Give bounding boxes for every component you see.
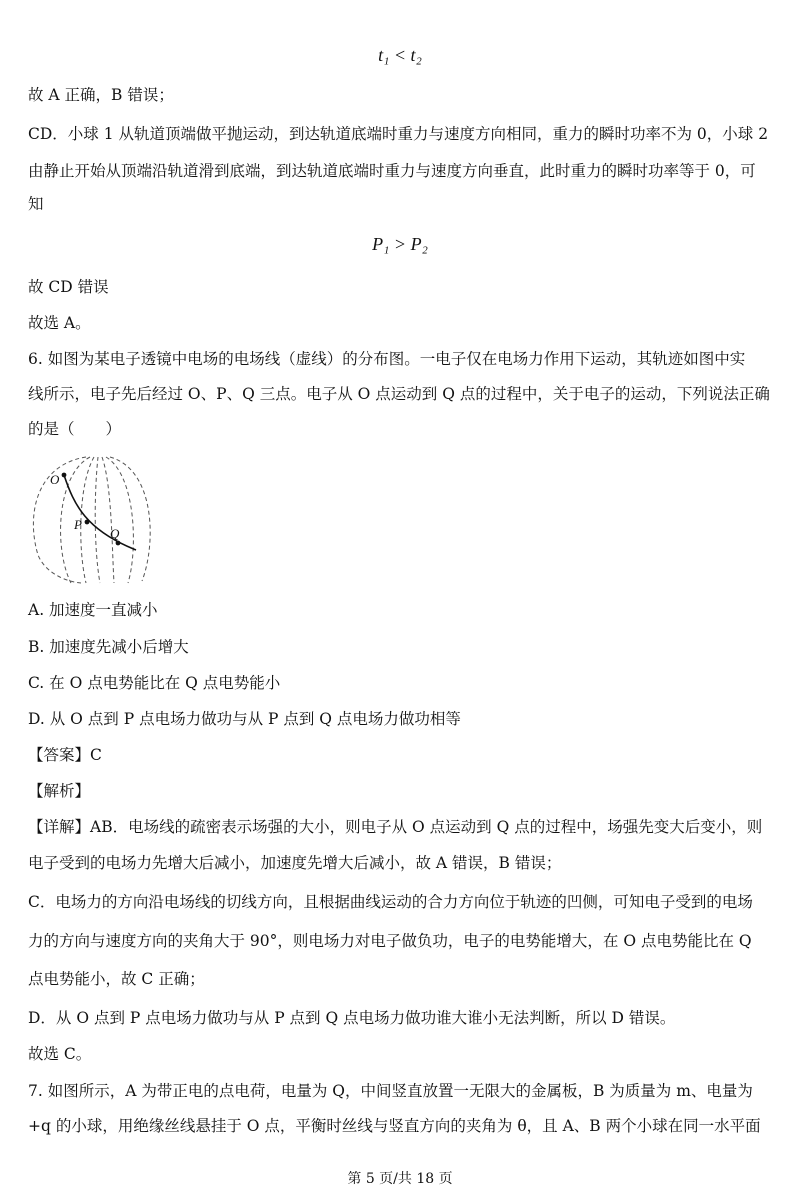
page-footer: 第 5 页/共 18 页 — [347, 1171, 453, 1187]
option-a: A. 加速度一直减小 — [28, 601, 158, 619]
text-line: 知 — [28, 195, 44, 213]
question-7-stem: 7. 如图所示，A 为带正电的点电荷，电量为 Q，中间竖直放置一无限大的金属板，B 为质量为 m、电量为 — [28, 1082, 753, 1100]
detail-text: 电子受到的电场力先增大后减小，加速度先增大后减小，故 A 错误，B 错误； — [28, 854, 562, 872]
detail-text: 【详解】AB．电场线的疏密表示场强的大小，则电子从 O 点运动到 Q 点的过程中，场强先变大后变小，则 — [28, 818, 763, 836]
point-p-label: P — [74, 517, 82, 532]
option-b: B. 加速度先减小后增大 — [28, 638, 189, 656]
electric-field-diagram — [26, 455, 156, 585]
answer-label: 【答案】C — [28, 746, 102, 764]
text-line: 故 A 正确，B 错误； — [28, 86, 174, 104]
point-o-label: O — [50, 472, 60, 487]
analysis-label: 【解析】 — [28, 782, 91, 800]
text-line: 故 CD 错误 — [28, 278, 109, 296]
detail-text: 力的方向与速度方向的夹角大于 90°，则电场力对电子做负功，电子的电势能增大，在 O 点电势能比在 Q — [28, 932, 752, 950]
point-q-label: Q — [110, 526, 120, 541]
text-line: 故选 A。 — [28, 314, 91, 332]
option-c: C. 在 O 点电势能比在 Q 点电势能小 — [28, 674, 281, 692]
option-d: D. 从 O 点到 P 点电场力做功与从 P 点到 Q 点电场力做功相等 — [28, 710, 461, 728]
formula-p-inequality: P₁ > P₂ — [372, 234, 428, 254]
text-line: 由静止开始从顶端沿轨道滑到底端，到达轨道底端时重力与速度方向垂直，此时重力的瞬时功率等于 0，可 — [28, 162, 756, 180]
question-6-stem: 的是（ ） — [28, 420, 122, 438]
question-6-stem: 线所示，电子先后经过 O、P、Q 三点。电子从 O 点运动到 Q 点的过程中，关于电子的运动，下列说法正确 — [28, 385, 770, 403]
question-7-stem: +q 的小球，用绝缘丝线悬挂于 O 点，平衡时丝线与竖直方向的夹角为 θ，且 A、B 两个小球在同一水平面 — [28, 1117, 761, 1135]
formula-t-inequality: t₁ < t₂ — [378, 45, 422, 65]
detail-text: D．从 O 点到 P 点电场力做功与从 P 点到 Q 点电场力做功谁大谁小无法判断，所以 D 错误。 — [28, 1009, 676, 1027]
detail-text: C．电场力的方向沿电场线的切线方向，且根据曲线运动的合力方向位于轨迹的凹侧，可知电子受到的电场 — [28, 893, 753, 911]
detail-text: 点电势能小，故 C 正确； — [28, 970, 205, 988]
text-line: CD．小球 1 从轨道顶端做平抛运动，到达轨道底端时重力与速度方向相同，重力的瞬时功率不为 0，小球 2 — [28, 125, 769, 143]
question-6-stem: 6. 如图为某电子透镜中电场的电场线（虚线）的分布图。一电子仅在电场力作用下运动，其轨迹如图中实 — [28, 350, 746, 368]
detail-text: 故选 C。 — [28, 1045, 92, 1063]
